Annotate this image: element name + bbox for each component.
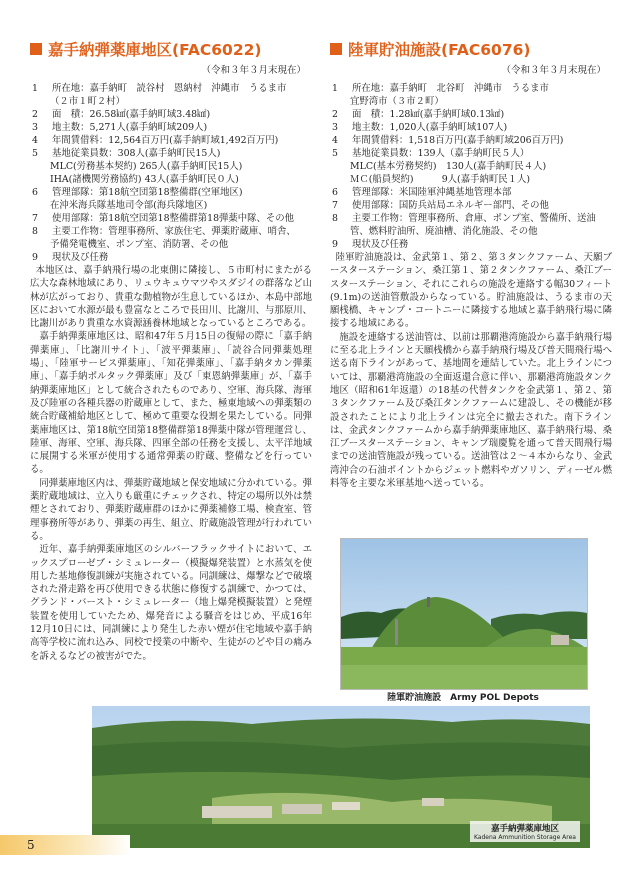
caption-english: Kadena Ammunition Storage Area	[473, 834, 576, 841]
fact-item	[30, 108, 312, 121]
fact-text: 主要工作物：管理事務所、倉庫、ポンプ室、警備所、送油	[352, 213, 596, 224]
fact-item	[30, 82, 312, 95]
body-paragraph: 近年、嘉手納弾薬庫地区のシルバーフラックサイトにおいて、エックスプローゼブ・シミュレーター（模擬爆発装置）と水蒸気を使用した基地修復訓練が実施されている。同訓練は、爆撃などで破壊された滑走路を再び使用できる状態に修復する訓練で、かつては、グランド・バースト・シミュレーター（地上爆発模擬装置）と発煙装置を使用していたため、爆発音による騒音をはじめ、平成16年12月10日には、同訓練により発生した赤い煙が住宅地域や嘉手納高等学校に流れ込み、同校で授業の中断や、生徒がのどや目の痛みを訴えるなどの被害がでた。	[30, 544, 312, 662]
fact-item	[330, 108, 612, 121]
body-paragraph: 嘉手納弾薬庫地区は、昭和47年５月15日の復帰の際に「嘉手納弾薬庫」、「比謝川サイト」、「波平弾薬庫」、「読谷合同弾薬処理場」、「陸軍サービス弾薬庫」、「知花弾薬庫」、「嘉手納タカン弾薬庫」、「嘉手納ボルタック弾薬庫」及び「東恩納弾薬庫」が、「嘉手納弾薬庫地区」として統合されたものであり、空軍、海兵隊、海軍及び陸軍の各種兵器の貯蔵庫として、また、極東地域への弾薬類の統合貯蔵補給地区として、極めて重要な役割を果たしている。同弾薬庫地区は、第18航空団第18整備群第18弾薬中隊が管理運営し、陸軍、海軍、空軍、海兵隊、四軍全部の任務を支援し、太平洋地域に展開する米軍が使用する通常弾薬の貯蔵、整備などを行っている。	[30, 331, 312, 476]
fact-text: 使用部隊：第18航空団第18整備群第18弾薬中隊、その他	[52, 213, 295, 224]
fact-text: 年間賃借料：1,518百万円(嘉手納町域206百万円)	[352, 135, 564, 146]
fact-text: 現状及び任務	[352, 239, 409, 250]
fact-text: 所在地：嘉手納町 北谷町 沖縄市 うるま市	[352, 83, 549, 94]
fact-number: 3	[332, 122, 338, 133]
fact-number: 2	[32, 109, 38, 120]
fact-subline: 管、燃料貯油所、廃油槽、消化施設、その他	[350, 226, 538, 237]
fact-number: 5	[32, 148, 38, 159]
left-body-text	[30, 264, 312, 663]
fact-subline: （２市１町２村）	[50, 96, 126, 107]
body-paragraph: 同弾薬庫地区内は、弾薬貯蔵地域と保安地域に分かれている。弾薬貯蔵地域は、立入りも厳重にチェックされ、特定の場所以外は禁煙とされており、弾薬貯蔵庫群のほかに弾薬補修工場、検査室、管理事務所等があり、弾薬の再生、組立、貯蔵施設管理が行われている。	[30, 477, 312, 542]
fact-item	[30, 134, 312, 147]
left-section-title: 嘉手納弾薬庫地区(FAC6022)	[48, 41, 262, 59]
fact-text: 現状及び任務	[52, 252, 109, 263]
left-fact-list	[30, 82, 312, 264]
pol-depot-caption: 陸軍貯油施設 Army POL Depots	[387, 693, 539, 703]
heading-square-icon	[330, 43, 342, 55]
fact-item	[330, 199, 612, 212]
fact-text: 管理部隊：米国陸軍沖縄基地管理本部	[352, 187, 512, 198]
fact-item	[330, 147, 612, 160]
fact-item	[330, 238, 612, 251]
pol-depot-photo	[340, 538, 588, 690]
fact-number: 8	[32, 226, 38, 237]
fact-number: 7	[332, 200, 338, 211]
fact-number: 4	[32, 135, 38, 146]
fact-item	[30, 121, 312, 134]
fact-text: 面 積：26.58㎢(嘉手納町域3.48㎢)	[52, 109, 211, 120]
pol-depot-image	[341, 539, 587, 689]
fact-number: 1	[32, 83, 38, 94]
fact-text: 地主数：1,020人(嘉手納町域107人)	[352, 122, 508, 133]
fact-text: 年間賃借料：12,564百万円(嘉手納町域1,492百万円)	[52, 135, 279, 146]
ammunition-area-caption	[470, 821, 580, 842]
fact-item	[330, 121, 612, 134]
fact-item	[30, 186, 312, 199]
fact-number: 2	[332, 109, 338, 120]
footer-band	[0, 835, 130, 855]
fact-text: 管理部隊：第18航空団第18整備群(空軍地区)	[52, 187, 243, 198]
fact-number: 4	[332, 135, 338, 146]
fact-subline: ＭＣ(船員契約) 9人(嘉手納町民１人)	[350, 174, 530, 185]
left-as-of-date: （令和３年３月末現在）	[201, 65, 306, 76]
fact-number: 6	[332, 187, 338, 198]
fact-item	[30, 212, 312, 225]
fact-item	[330, 134, 612, 147]
right-section-heading	[330, 38, 612, 60]
fact-number: 7	[32, 213, 38, 224]
right-as-of-date: （令和３年３月末現在）	[501, 65, 606, 76]
fact-text: 所在地：嘉手納町 読谷村 恩納村 沖縄市 うるま市	[52, 83, 287, 94]
fact-item	[30, 147, 312, 160]
fact-subline: MLC(労務基本契約) 265人(嘉手納町民15人)	[50, 161, 243, 172]
page-number: 5	[27, 838, 35, 852]
fact-number: 3	[32, 122, 38, 133]
fact-item	[330, 212, 612, 225]
left-section-heading	[30, 38, 312, 60]
body-paragraph: 陸軍貯油施設は、金武第１、第２、第３タンクファーム、天願ブースターステーション、桑江第１、第２タンクファーム、桑江ブースターステーション、それにこれらの施設を連絡する幅30フィート(9.1m)の送油管敷設からなっている。貯油施設は、うるま市の天願桟橋、キャンプ・コートニーに隣接する地域と嘉手納飛行場に隣接する地域にある。	[330, 252, 612, 330]
fact-subline: 予備発電機室、ポンプ室、消防署、その他	[50, 239, 229, 250]
fact-text: 基地従業員数：308人(嘉手納町民15人)	[52, 148, 221, 159]
fact-number: 9	[332, 239, 338, 250]
left-column	[30, 38, 312, 663]
fact-text: 面 積：1.28㎢(嘉手納町域0.13㎢)	[352, 109, 505, 120]
fact-subline: 在沖米海兵隊基地司令部(海兵隊地区)	[50, 200, 208, 211]
fact-item	[330, 82, 612, 95]
fact-number: 9	[32, 252, 38, 263]
right-body-text	[330, 251, 612, 490]
heading-square-icon	[30, 43, 42, 55]
right-column	[330, 38, 612, 490]
fact-subline: MLC(基本労務契約) 130人(嘉手納町民４人)	[350, 161, 547, 172]
fact-number: 1	[332, 83, 338, 94]
fact-subline: 宜野湾市（３市２町）	[350, 96, 444, 107]
body-paragraph: 本地区は、嘉手納飛行場の北東側に隣接し、５市町村にまたがる広大な森林地域にあり、リュウキュウマツやスダジイの群落など山林が広がっており、貴重な動植物が生息しているほか、本島中部地区において水源が最も豊富なところで長田川、比謝川、与那原川、比謝川があり貴重な水資源涵養林地域となっているところである。	[30, 265, 312, 330]
ammunition-area-photo	[92, 706, 590, 848]
right-fact-list	[330, 82, 612, 251]
body-paragraph: 施設を連絡する送油管は、以前は那覇港湾施設から嘉手納飛行場に至る北上ラインと天願桟橋から嘉手納飛行場及び普天間飛行場へ送る南下ラインがあって、基地間を連結していた。北上ラインについては、那覇港湾施設の全面返還合意に伴い、那覇港湾施設タンク地区（昭和61年返還）の18基の代替タンクを金武第１、第２、第３タンクファーム及び桑江タンクファームに建設し、その機能が移設されたことにより北上ラインは完全に撤去された。南下ラインは、金武タンクファームから嘉手納弾薬庫地区、嘉手納飛行場、桑江ブースターステーション、キャンプ瑞慶覧を通って普天間飛行場までの送油管施設が残っている。送油管は２～４本からなり、金武湾沖合の石油ポイントからジェット燃料やガソリン、ディーゼル燃料等を主要な米軍基地へ送っている。	[330, 331, 612, 490]
fact-item	[30, 225, 312, 238]
fact-item	[30, 251, 312, 264]
right-section-title: 陸軍貯油施設(FAC6076)	[348, 41, 531, 59]
fact-text: 主要工作物：管理事務所、家族住宅、弾薬貯蔵庫、哨舎、	[52, 226, 296, 237]
fact-subline: IHA(諸機関労務協約) 43人(嘉手納町民０人)	[50, 174, 239, 185]
caption-japanese: 嘉手納弾薬庫地区	[490, 824, 559, 834]
fact-number: 6	[32, 187, 38, 198]
fact-text: 地主数：5,271人(嘉手納町域209人)	[52, 122, 208, 133]
fact-item	[330, 186, 612, 199]
fact-number: 8	[332, 213, 338, 224]
fact-text: 使用部隊：国防兵站局エネルギー部門、その他	[352, 200, 549, 211]
fact-number: 5	[332, 148, 338, 159]
fact-text: 基地従業員数：139人（嘉手納町民５人）	[352, 148, 530, 159]
